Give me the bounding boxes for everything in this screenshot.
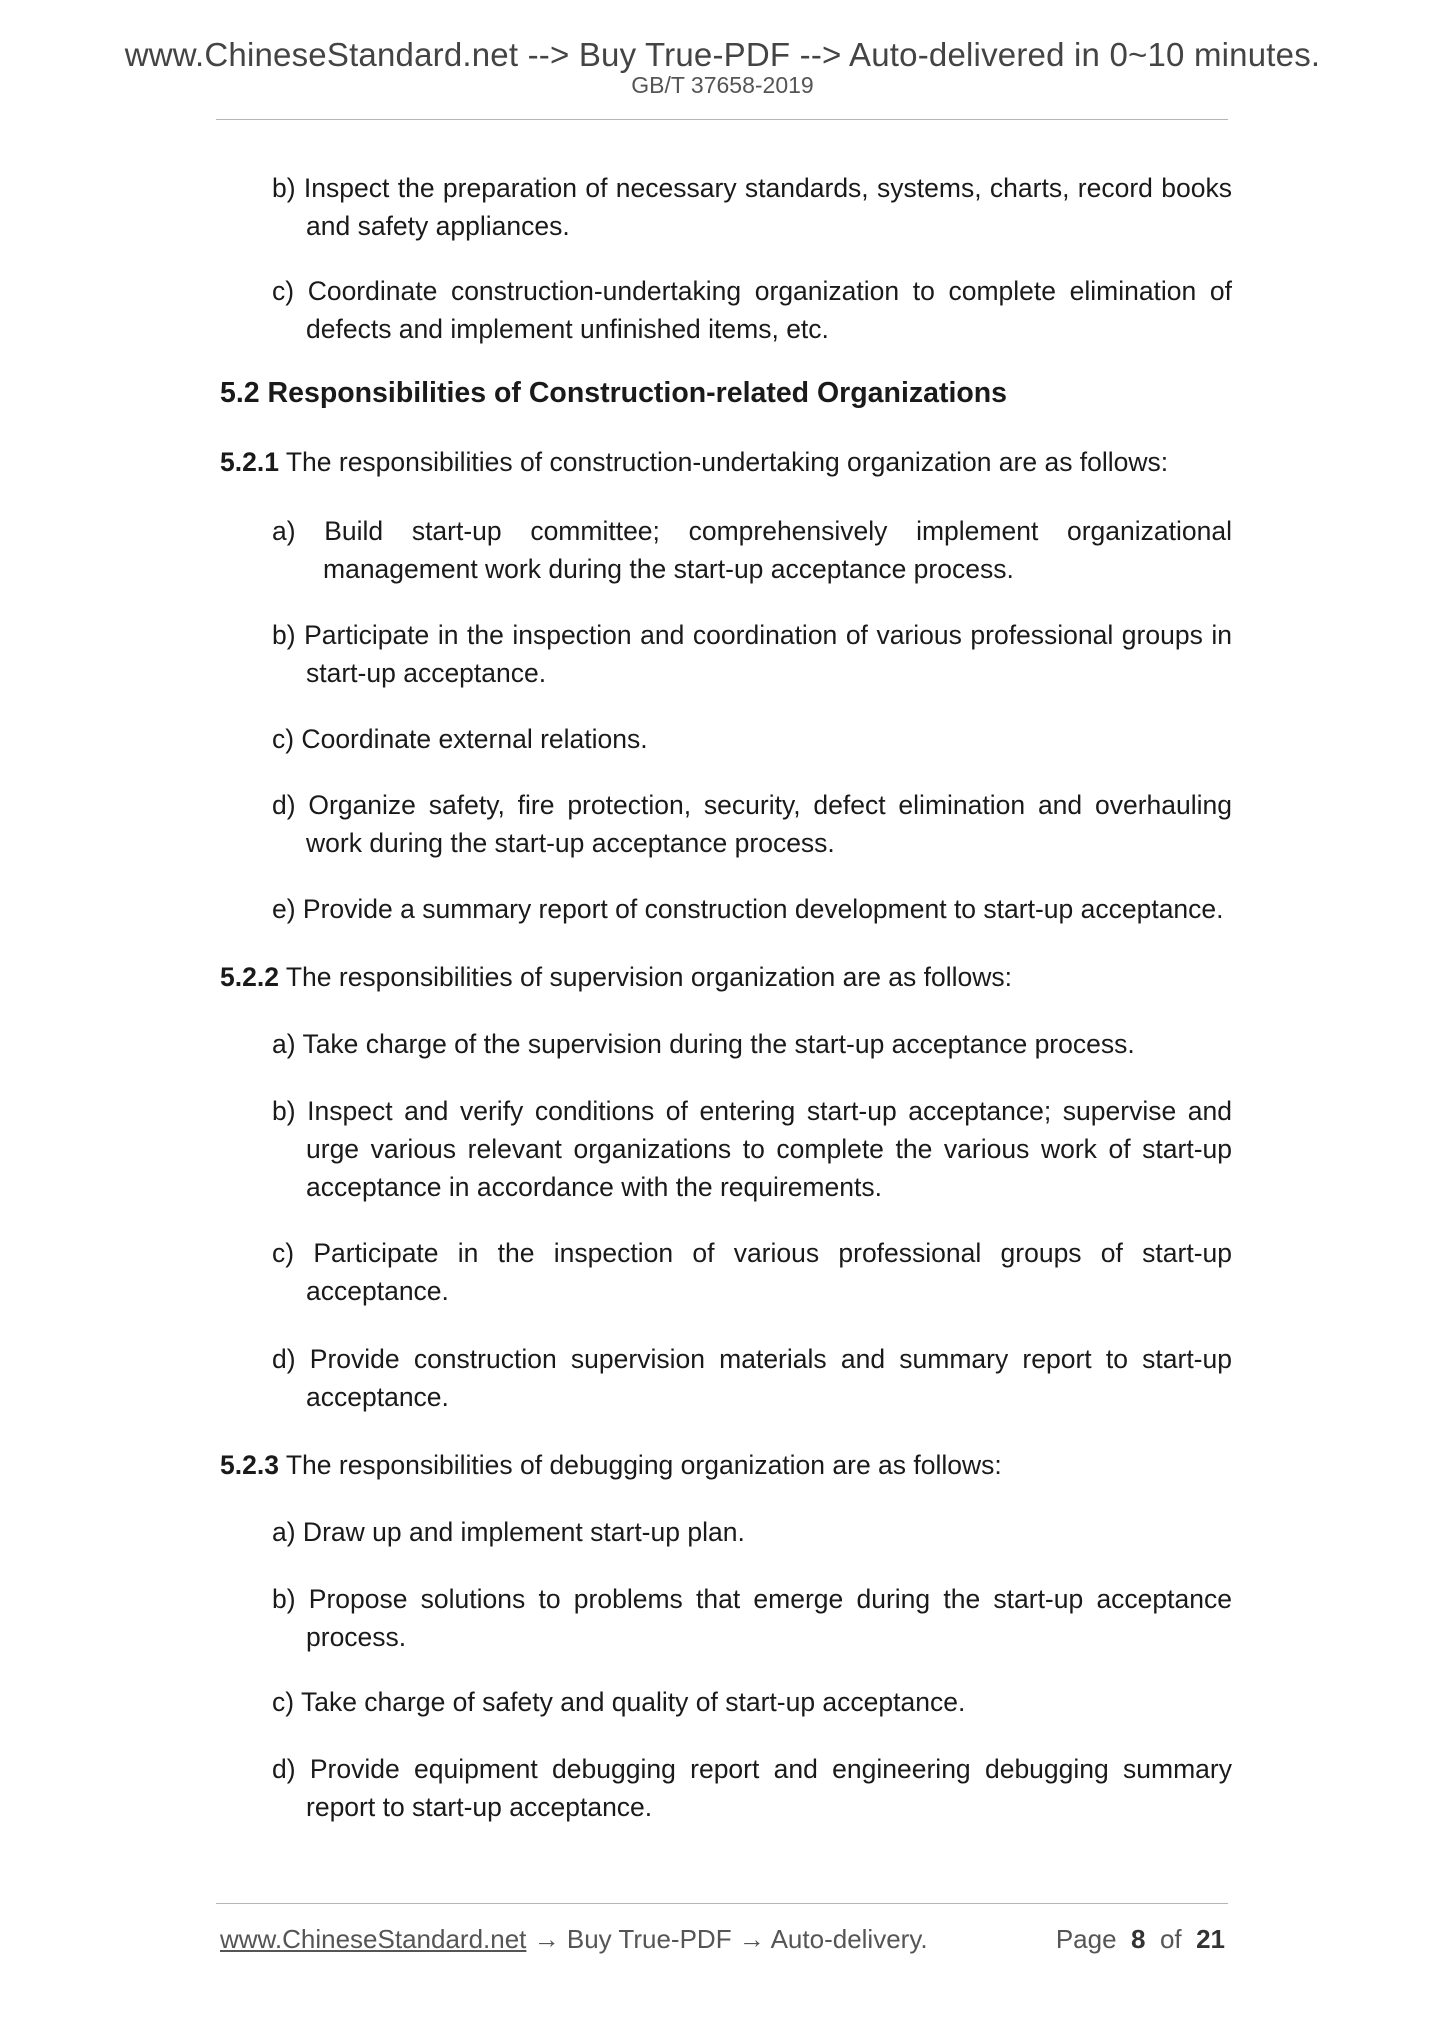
clause-number: 5.2.3 [220,1450,279,1480]
clause-text: The responsibilities of supervision organization are as follows: [285,962,1013,992]
clause-number: 5.2.2 [220,962,279,992]
total-pages: 21 [1196,1924,1225,1954]
header-divider [216,119,1228,120]
clause-number: 5.2.1 [220,447,279,477]
list-item: d) Provide equipment debugging report and engineering debugging summary report to start-up acceptance. [272,1754,1232,1822]
list-item: e) Provide a summary report of construction development to start-up acceptance. [272,894,1224,924]
standard-code: GB/T 37658-2019 [631,72,814,98]
footer-tagline: → Buy True-PDF → Auto-delivery. [533,1924,928,1954]
list-item: d) Provide construction supervision materials and summary report to start-up acceptance. [272,1344,1232,1412]
page-number: 8 [1131,1924,1146,1954]
clause-text: The responsibilities of construction-undertaking organization are as follows: [285,447,1169,477]
list-item: c) Take charge of safety and quality of start-up acceptance. [272,1687,966,1717]
list-item: b) Inspect and verify conditions of entering start-up acceptance; supervise and urge various relevant organizations to complete the various work of start-up acceptance in accordance with the requirements. [272,1096,1232,1202]
clause-5-2-2 [220,958,1232,996]
clause-5-2-3 [220,1446,1232,1484]
list-item: c) Participate in the inspection of various professional groups of start-up acceptance. [272,1238,1232,1306]
clause-5-2-1 [220,443,1232,481]
list-item: b) Participate in the inspection and coordination of various professional groups in start-up acceptance. [272,620,1232,688]
page-indicator [1056,1922,1225,1956]
clause-text: The responsibilities of debugging organization are as follows: [285,1450,1002,1480]
list-item: d) Organize safety, fire protection, security, defect elimination and overhauling work during the start-up acceptance process. [272,790,1232,858]
list-item: b) Propose solutions to problems that emerge during the start-up acceptance process. [272,1584,1232,1652]
page-label: Page [1055,1924,1117,1954]
page-footer [220,1922,1225,1956]
section-heading: 5.2 Responsibilities of Construction-related Organizations [220,377,1008,409]
footer-divider [216,1903,1228,1904]
top-banner[interactable]: www.ChineseStandard.net --> Buy True-PDF --> Auto-delivered in 0~10 minutes. [124,36,1321,73]
list-item: a) Take charge of the supervision during the start-up acceptance process. [272,1029,1135,1059]
of-label: of [1159,1924,1182,1954]
list-item: a) Build start-up committee; comprehensively implement organizational management work during the start-up acceptance process. [272,516,1232,584]
list-item: a) Draw up and implement start-up plan. [272,1517,745,1547]
list-item: c) Coordinate construction-undertaking organization to complete elimination of defects and implement unfinished items, etc. [272,276,1232,344]
list-item: c) Coordinate external relations. [272,724,648,754]
list-item: b) Inspect the preparation of necessary standards, systems, charts, record books and safety appliances. [272,173,1232,241]
footer-link[interactable]: www.ChineseStandard.net [220,1924,527,1954]
